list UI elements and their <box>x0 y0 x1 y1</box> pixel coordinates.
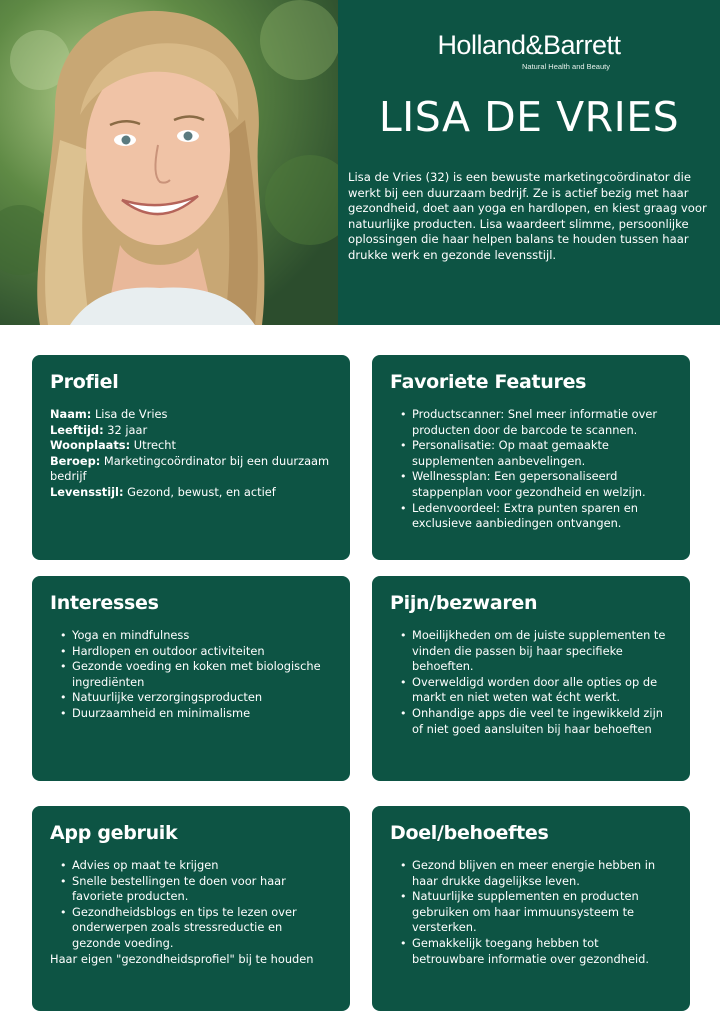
list-item: • Productscanner: Snel meer informatie over producten door de barcode te scannen. <box>390 407 672 438</box>
card-title: Favoriete Features <box>390 371 587 393</box>
list-item: • Snelle bestellingen te doen voor haar favoriete producten. <box>50 874 332 905</box>
profile-row-city <box>50 438 332 454</box>
features-card <box>372 355 690 560</box>
list-item: • Overweldigd worden door alle opties op de markt en niet weten wat écht werkt. <box>390 675 672 706</box>
card-title: Pijn/bezwaren <box>390 592 538 614</box>
profile-label: Levensstijl: <box>50 484 124 499</box>
profile-label: Woonplaats: <box>50 438 131 453</box>
portrait-illustration <box>0 0 338 325</box>
profile-value: Utrecht <box>130 438 176 453</box>
goals-list <box>390 858 672 967</box>
list-item: • Advies op maat te krijgen <box>50 858 332 874</box>
list-item: • Moeilijkheden om de juiste supplementen te vinden die passen bij haar specifieke behoeften. <box>390 628 672 675</box>
goals-card <box>372 806 690 1011</box>
list-item: • Gemakkelijk toegang hebben tot betrouwbare informatie over gezondheid. <box>390 936 672 967</box>
profile-row-name <box>50 407 332 423</box>
list-item: • Gezond blijven en meer energie hebben in haar drukke dagelijkse leven. <box>390 858 672 889</box>
brand-tagline: Natural Health and Beauty <box>522 62 610 71</box>
profile-value: Marketingcoördinator bij een duurzaam bedrijf <box>50 453 330 484</box>
brand-name: Holland&Barrett <box>437 30 621 60</box>
card-title: Doel/behoeftes <box>390 822 549 844</box>
profile-value: Lisa de Vries <box>91 407 168 421</box>
list-item: • Gezonde voeding en koken met biologische ingrediënten <box>50 659 332 690</box>
pains-card <box>372 576 690 781</box>
pains-list <box>390 628 672 737</box>
brand-logo <box>414 30 644 71</box>
app-usage-list <box>50 858 332 952</box>
features-list <box>390 407 672 532</box>
card-title: Profiel <box>50 371 119 393</box>
card-title: Interesses <box>50 592 159 614</box>
persona-name-title: LISA DE VRIES <box>378 93 680 141</box>
profile-row-job <box>50 454 332 485</box>
hero-panel <box>338 0 720 325</box>
persona-photo <box>0 0 338 325</box>
list-item: • Duurzaamheid en minimalisme <box>50 706 332 722</box>
app-usage-trailing-line: Haar eigen "gezondheidsprofiel" bij te houden <box>50 951 314 966</box>
card-title: App gebruik <box>50 822 178 844</box>
profile-row-lifestyle <box>50 485 332 501</box>
list-item: • Gezondheidsblogs en tips te lezen over onderwerpen zoals stressreductie en gezonde voeding. <box>50 905 332 952</box>
list-item: • Ledenvoordeel: Extra punten sparen en exclusieve aanbiedingen ontvangen. <box>390 501 672 532</box>
interests-list <box>50 628 332 722</box>
profile-card <box>32 355 350 560</box>
list-item: • Natuurlijke supplementen en producten gebruiken om haar immuunsysteem te versterken. <box>390 889 672 936</box>
profile-label: Leeftijd: <box>50 422 104 437</box>
list-item: • Yoga en mindfulness <box>50 628 332 644</box>
profile-row-age <box>50 423 332 439</box>
profile-value: 32 jaar <box>103 422 148 437</box>
list-item: • Natuurlijke verzorgingsproducten <box>50 690 332 706</box>
list-item: • Onhandige apps die veel te ingewikkeld zijn of niet goed aansluiten bij haar behoeften <box>390 706 672 737</box>
interests-card <box>32 576 350 781</box>
persona-intro: Lisa de Vries (32) is een bewuste marketingcoördinator die werkt bij een duurzaam bedrijf. Ze is actief bezig met haar gezondheid, doet aan yoga en hardlopen, en kiest graag voor natuurlijke producten. Lisa waardeert slimme, persoonlijke oplossingen die haar helpen balans te houden tussen haar drukke werk en gezonde levensstijl. <box>348 170 707 262</box>
app-usage-card <box>32 806 350 1011</box>
list-item: • Hardlopen en outdoor activiteiten <box>50 644 332 660</box>
list-item: • Wellnessplan: Een gepersonaliseerd stappenplan voor gezondheid en welzijn. <box>390 469 672 500</box>
profile-label: Beroep: <box>50 453 101 468</box>
profile-label: Naam: <box>50 407 92 421</box>
profile-value: Gezond, bewust, en actief <box>123 484 276 499</box>
list-item: • Personalisatie: Op maat gemaakte supplementen aanbevelingen. <box>390 438 672 469</box>
